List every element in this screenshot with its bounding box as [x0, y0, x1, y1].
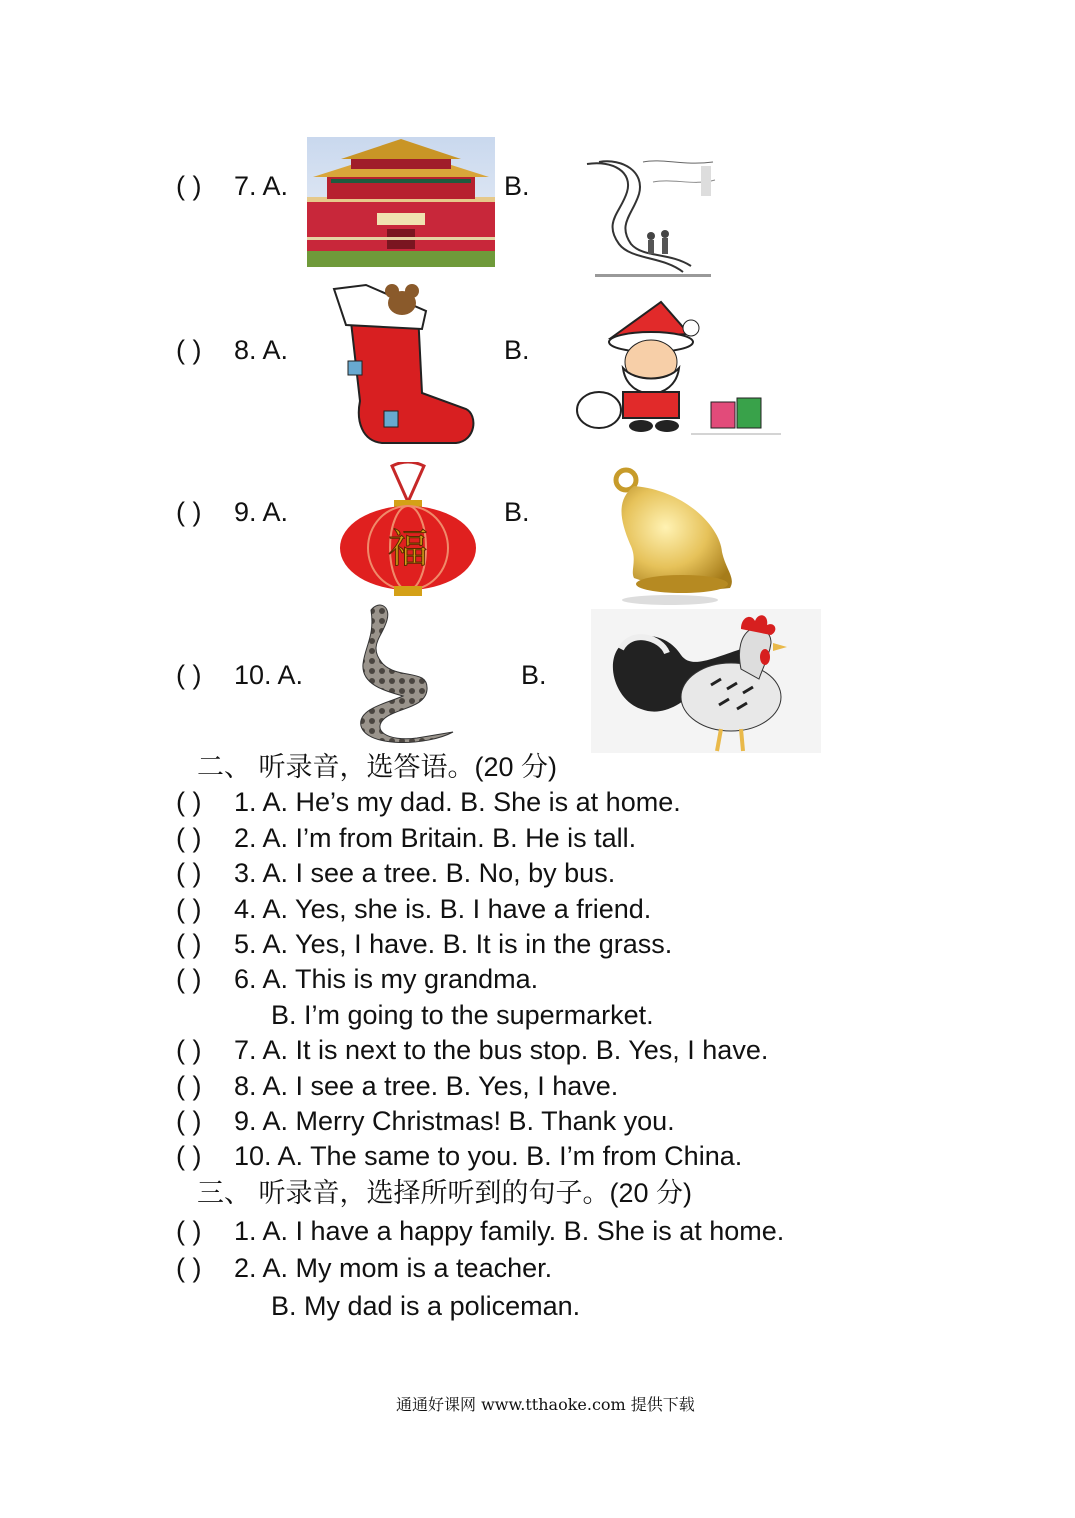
answer-bracket[interactable]: ( )	[176, 171, 202, 201]
lantern-picture	[338, 462, 478, 600]
answer-bracket[interactable]: ( )	[176, 1141, 202, 1171]
section-3-title: 三、 听录音，选择所听到的句子。(20 分)	[197, 1178, 693, 1208]
answer-question: ( ) 7. A. It is next to the bus stop. B. Yes, I have.	[176, 1035, 769, 1065]
lantern-character: 福	[388, 526, 428, 572]
rooster-picture	[591, 609, 821, 753]
option-b-label: B.	[504, 171, 530, 201]
question-label: 9. A.	[234, 497, 289, 527]
answer-option-continuation: B. I’m going to the supermarket.	[271, 1000, 654, 1030]
answer-question: ( ) 4. A. Yes, she is. B. I have a friend.	[176, 894, 652, 924]
question-label: 8. A.	[234, 335, 289, 365]
page-footer: 通通好课网 www.tthaoke.com 提供下载	[396, 1395, 695, 1414]
snake-picture	[327, 596, 477, 746]
answer-bracket[interactable]: ( )	[176, 1216, 202, 1246]
section-2-title: 二、 听录音，选答语。(20 分)	[197, 752, 558, 782]
answer-bracket[interactable]: ( )	[176, 787, 202, 817]
answer-bracket[interactable]: ( )	[176, 497, 202, 527]
picture-question-9	[176, 496, 288, 528]
answer-bracket[interactable]: ( )	[176, 858, 202, 888]
great-wall-picture	[583, 152, 723, 285]
answer-question: ( ) 3. A. I see a tree. B. No, by bus.	[176, 858, 616, 888]
answer-bracket[interactable]: ( )	[176, 1106, 202, 1136]
answer-bracket[interactable]: ( )	[176, 964, 202, 994]
sentence-question: ( ) 1. A. I have a happy family. B. She is at home.	[176, 1216, 785, 1246]
christmas-stocking-picture	[326, 281, 480, 447]
question-label: 10. A.	[234, 660, 304, 690]
answer-bracket[interactable]: ( )	[176, 1035, 202, 1065]
tiananmen-picture	[307, 137, 495, 267]
bell-picture	[600, 460, 746, 608]
answer-bracket[interactable]: ( )	[176, 929, 202, 959]
option-b-label: B.	[504, 335, 530, 365]
option-b-label: B.	[521, 660, 547, 690]
answer-bracket[interactable]: ( )	[176, 894, 202, 924]
answer-question: ( ) 1. A. He’s my dad. B. She is at home.	[176, 787, 681, 817]
answer-question: ( ) 8. A. I see a tree. B. Yes, I have.	[176, 1071, 619, 1101]
question-label: 7. A.	[234, 171, 289, 201]
picture-question-10	[176, 659, 303, 691]
answer-bracket[interactable]: ( )	[176, 1071, 202, 1101]
answer-question: ( ) 5. A. Yes, I have. B. It is in the grass.	[176, 929, 673, 959]
option-b-label: B.	[504, 497, 530, 527]
answer-bracket[interactable]: ( )	[176, 335, 202, 365]
answer-bracket[interactable]: ( )	[176, 1253, 202, 1283]
sentence-question: ( ) 2. A. My mom is a teacher.	[176, 1253, 553, 1283]
answer-question: ( ) 2. A. I’m from Britain. B. He is tall.	[176, 823, 637, 853]
picture-question-8	[176, 334, 288, 366]
answer-question: ( ) 10. A. The same to you. B. I’m from China.	[176, 1141, 743, 1171]
picture-question-7	[176, 170, 288, 202]
sentence-option-continuation: B. My dad is a policeman.	[271, 1291, 581, 1321]
answer-bracket[interactable]: ( )	[176, 823, 202, 853]
answer-question: ( ) 6. A. This is my grandma.	[176, 964, 539, 994]
answer-question: ( ) 9. A. Merry Christmas! B. Thank you.	[176, 1106, 675, 1136]
santa-claus-picture	[571, 298, 783, 448]
answer-bracket[interactable]: ( )	[176, 660, 202, 690]
